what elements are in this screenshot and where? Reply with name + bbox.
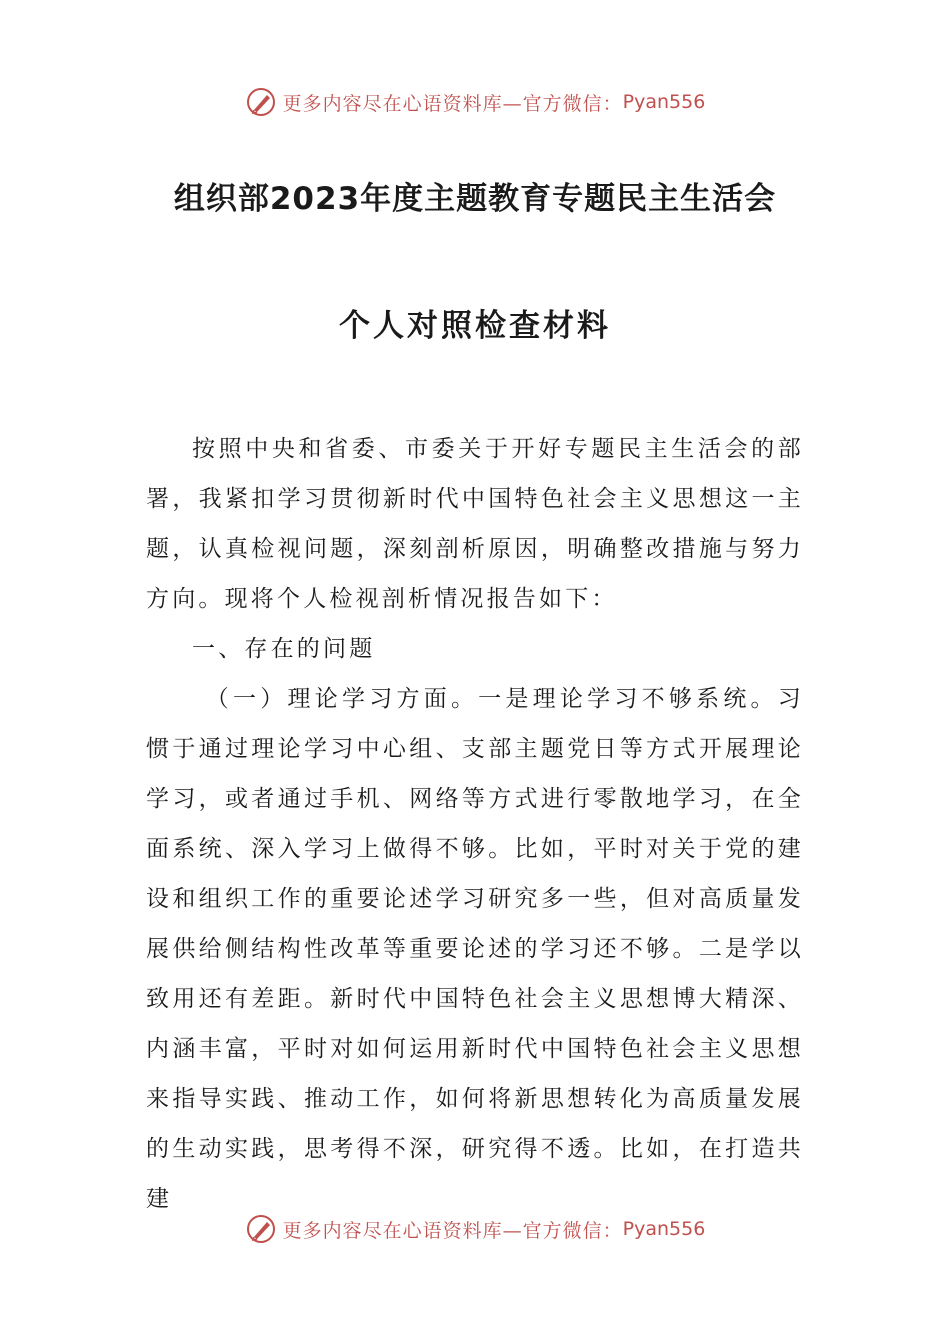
section-heading: 一、存在的问题: [192, 636, 376, 662]
body-paragraph: （一）理论学习方面。一是理论学习不够系统。习惯于通过理论学习中心组、支部主题党日等方式开展理论学习，或者通过手机、网络等方式进行零散地学习，在全面系统、深入学习上做得不够。比如，平时对关于党的建设和组织工作的重要论述学习研究多一些，但对高质量发展供给侧结构性改革等重要论述的学习还不够。二是学以致用还有差距。新时代中国特色社会主义思想博大精深、内涵丰富，平时对如何运用新时代中国特色社会主义思想来指导实践、推动工作，如何将新思想转化为高质量发展的生动实践，思考得不深，研究得不透。比如，在打造共建: [146, 686, 804, 1212]
pen-logo-icon: [245, 1213, 277, 1245]
watermark-wechat-id: Pyan556: [622, 1218, 706, 1240]
watermark-wechat-id: Pyan556: [622, 91, 706, 113]
watermark-text: 更多内容尽在心语资料库—官方微信：: [282, 1219, 623, 1242]
document-subtitle: 个人对照检查材料: [339, 308, 611, 344]
pen-logo-icon: [245, 86, 277, 118]
watermark-text: 更多内容尽在心语资料库—官方微信：: [282, 92, 623, 115]
document-title: 组织部2023年度主题教育专题民主生活会: [173, 181, 777, 217]
intro-paragraph: 按照中央和省委、市委关于开好专题民主生活会的部署，我紧扣学习贯彻新时代中国特色社会主义思想这一主题，认真检视问题，深刻剖析原因，明确整改措施与努力方向。现将个人检视剖析情况报告如下：: [146, 436, 804, 612]
document-body: [146, 424, 804, 1224]
watermark-footer: [0, 1213, 950, 1245]
watermark-header: [0, 86, 950, 118]
